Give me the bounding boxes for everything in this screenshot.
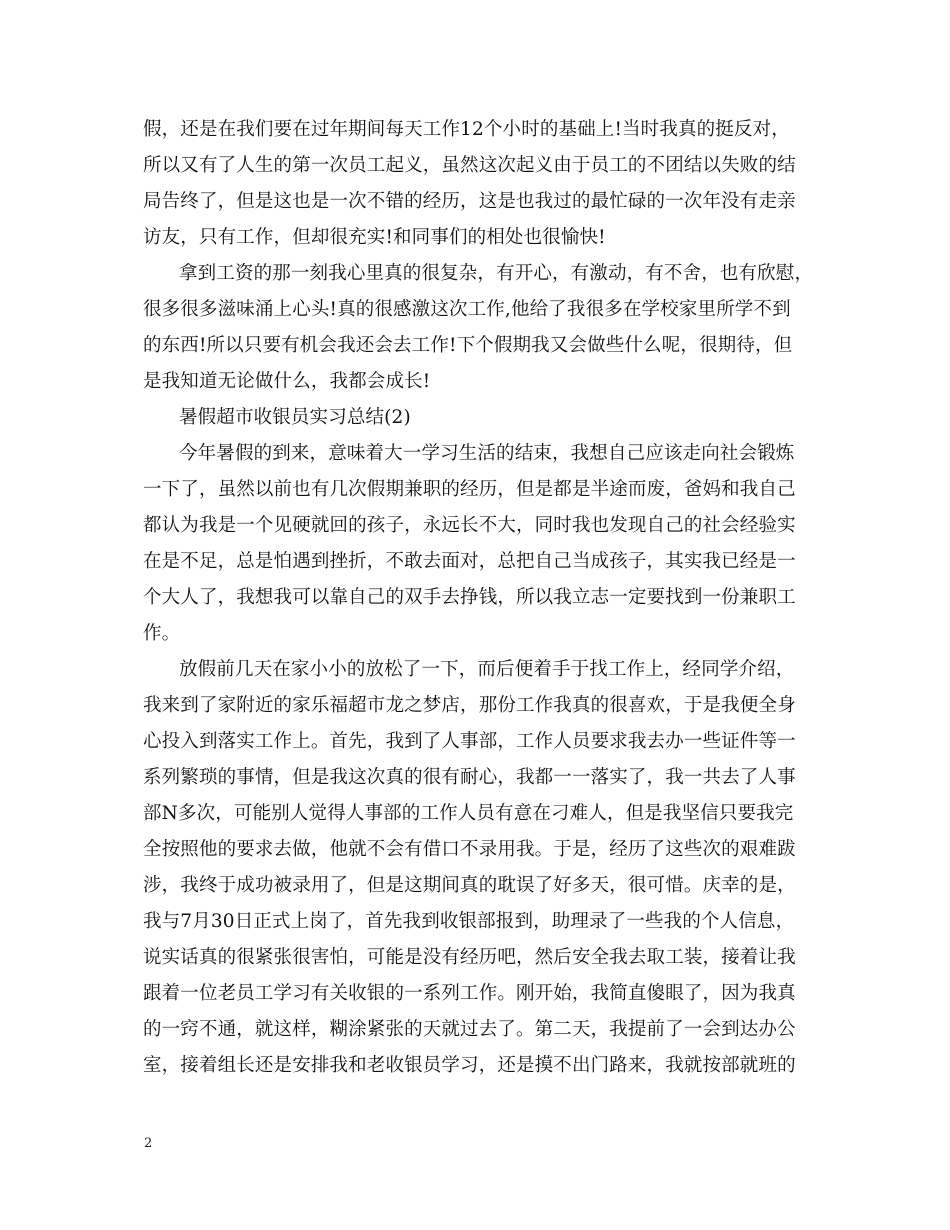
text-line: 访友，只有工作，但却很充实!和同事们的相处也很愉快! <box>143 227 606 248</box>
text-line: 心投入到落实工作上。首先，我到了人事部，工作人员要求我去办一些证件等一 <box>143 731 796 752</box>
text-line: 都认为我是一个见硬就回的孩子，永远长不大，同时我也发现自己的社会经验实 <box>143 515 796 536</box>
text-line: 系列繁琐的事情，但是我这次真的很有耐心，我都一一落实了，我一共去了人事 <box>143 767 796 788</box>
paragraph-start-line: 今年暑假的到来，意味着大一学习生活的结束，我想自己应该走向社会锻炼 <box>179 443 795 464</box>
paragraph-start-line: 放假前几天在家小小的放松了一下，而后便着手于找工作上，经同学介绍， <box>179 659 795 680</box>
text-line: 的一窍不通，就这样，糊涂紧张的天就过去了。第二天，我提前了一会到达办公 <box>143 1019 796 1040</box>
text-line: 所以又有了人生的第一次员工起义，虽然这次起义由于员工的不团结以失败的结 <box>143 155 796 176</box>
text-line: 很多很多滋味涌上心头!真的很感激这次工作,他给了我很多在学校家里所学不到 <box>143 299 791 320</box>
text-line: 我与7月30日正式上岗了，首先我到收银部报到，助理录了一些我的个人信息， <box>143 911 795 932</box>
text-line: 室，接着组长还是安排我和老收银员学习，还是摸不出门路来，我就按部就班的 <box>143 1055 796 1076</box>
text-line: 跟着一位老员工学习有关收银的一系列工作。刚开始，我简直傻眼了，因为我真 <box>143 983 796 1004</box>
text-line: 局告终了，但是这也是一次不错的经历，这是也我过的最忙碌的一次年没有走亲 <box>143 191 796 212</box>
text-line: 作。 <box>143 623 181 644</box>
text-line: 一下了，虽然以前也有几次假期兼职的经历，但是都是半途而废，爸妈和我自己 <box>143 479 796 500</box>
text-line: 是我知道无论做什么，我都会成长! <box>143 371 431 392</box>
text-line: 说实话真的很紧张很害怕，可能是没有经历吧，然后安全我去取工装，接着让我 <box>143 947 796 968</box>
text-line: 我来到了家附近的家乐福超市龙之梦店，那份工作我真的很喜欢，于是我便全身 <box>143 695 796 716</box>
text-line: 全按照他的要求去做，他就不会有借口不录用我。于是，经历了这些次的艰难跋 <box>143 839 796 860</box>
text-line: 涉，我终于成功被录用了，但是这期间真的耽误了好多天，很可惜。庆幸的是， <box>143 875 796 896</box>
text-line: 部N多次，可能别人觉得人事部的工作人员有意在刁难人，但是我坚信只要我完 <box>143 803 794 824</box>
text-line: 假，还是在我们要在过年期间每天工作12个小时的基础上!当时我真的挺反对， <box>143 119 790 140</box>
text-line: 个大人了，我想我可以靠自己的双手去挣钱，所以我立志一定要找到一份兼职工 <box>143 587 796 608</box>
text-line: 的东西!所以只要有机会我还会去工作!下个假期我又会做些什么呢，很期待，但 <box>143 335 793 356</box>
section-heading: 暑假超市收银员实习总结(2) <box>179 407 411 428</box>
text-line: 在是不足，总是怕遇到挫折，不敢去面对，总把自己当成孩子，其实我已经是一 <box>143 551 796 572</box>
paragraph-start-line: 拿到工资的那一刻我心里真的很复杂，有开心，有激动，有不舍，也有欣慰， <box>179 263 814 284</box>
document-body <box>143 112 814 1084</box>
page-number: 2 <box>144 1136 153 1151</box>
